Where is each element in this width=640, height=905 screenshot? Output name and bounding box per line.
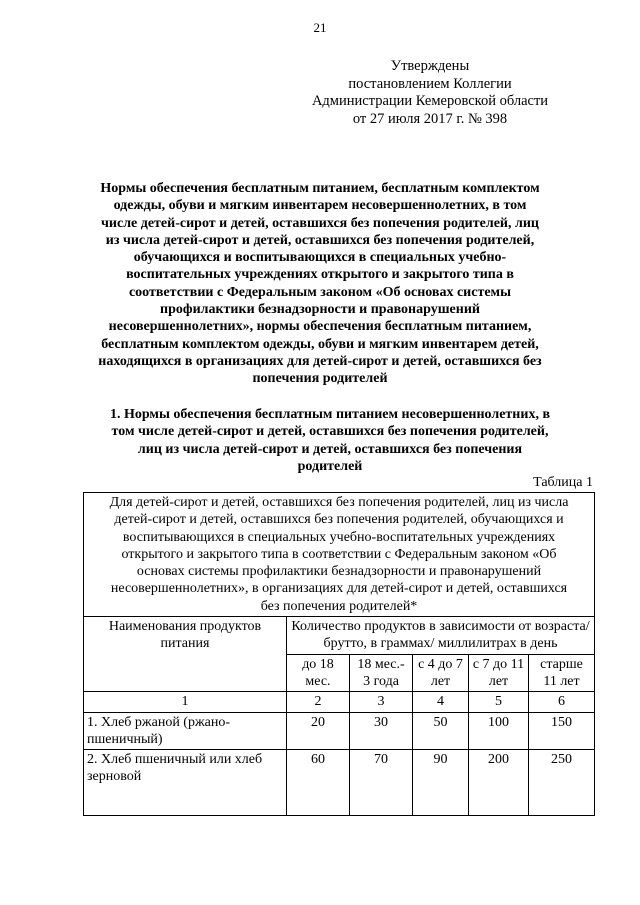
intro-line: детей-сирот и детей, оставшихся без попечения родителей, обучающихся и <box>114 512 564 528</box>
age-group-header: до 18 мес. <box>287 654 350 692</box>
title-line: одежды, обуви и мягким инвентарем несовершеннолетних, в том <box>113 198 527 214</box>
approval-line: постановлением Коллегии <box>348 75 512 92</box>
quantity-cell: 70 <box>350 750 413 816</box>
approval-stamp <box>300 58 560 128</box>
product-name: 2. Хлеб пшеничный или хлеб зерновой <box>84 750 287 816</box>
column-number: 1 <box>84 692 287 712</box>
quantity-cell: 200 <box>469 750 529 816</box>
quantity-cell: 60 <box>287 750 350 816</box>
table-row <box>84 750 595 816</box>
page-number: 21 <box>313 20 327 35</box>
title-line: попечения родителей <box>252 371 388 387</box>
document-title <box>80 180 560 388</box>
section-title <box>80 406 580 475</box>
header-product-name: Наименования продуктов питания <box>84 617 287 692</box>
table-intro <box>84 493 595 617</box>
title-line: находящихся в организациях для детей-сирот и детей, оставшихся без <box>98 353 542 369</box>
section-title-line: лиц из числа детей-сирот и детей, оставшихся без попечения <box>137 441 523 457</box>
product-name: 1. Хлеб ржаной (ржано-пшеничный) <box>84 712 287 750</box>
quantity-cell: 20 <box>287 712 350 750</box>
quantity-cell: 90 <box>413 750 469 816</box>
quantity-cell: 250 <box>529 750 595 816</box>
intro-line: открытого и закрытого типа в соответствии с Федеральным законом «Об <box>121 546 557 562</box>
intro-line: воспитывающихся в специальных учебно-воспитательных учреждениях <box>122 529 556 545</box>
intro-line: без попечения родителей* <box>260 598 418 614</box>
column-number: 3 <box>350 692 413 712</box>
column-number: 2 <box>287 692 350 712</box>
food-norms-table <box>83 492 595 816</box>
title-line: профилактики безнадзорности и правонарушений <box>160 302 480 318</box>
approval-line: Администрации Кемеровской области <box>311 93 549 109</box>
title-line: соответствии с Федеральным законом «Об основах системы <box>128 284 512 300</box>
section-title-line: том числе детей-сирот и детей, оставшихся без попечения родителей, <box>111 424 549 440</box>
age-group-header: с 4 до 7 лет <box>413 654 469 692</box>
title-line: обучающихся и воспитывающихся в специальных учебно- <box>133 250 507 266</box>
column-number: 5 <box>469 692 529 712</box>
quantity-cell: 30 <box>350 712 413 750</box>
table-label: Таблица 1 <box>533 475 593 490</box>
quantity-cell: 100 <box>469 712 529 750</box>
title-line: бесплатным комплектом одежды, обуви и мягким инвентарем детей, <box>101 336 539 352</box>
quantity-cell: 50 <box>413 712 469 750</box>
title-line: Нормы обеспечения бесплатным питанием, бесплатным комплектом <box>100 181 540 196</box>
title-line: воспитательных учреждениях открытого и закрытого типа в <box>126 267 514 283</box>
quantity-cell: 150 <box>529 712 595 750</box>
approval-line: Утверждены <box>390 58 470 74</box>
table-row <box>84 712 595 750</box>
intro-line: основах системы профилактики безнадзорности и правонарушений <box>136 564 542 580</box>
column-number: 6 <box>529 692 595 712</box>
title-line: числе детей-сирот и детей, оставшихся без попечения родителей, лиц <box>101 215 539 231</box>
age-group-header: 18 мес.- 3 года <box>350 654 413 692</box>
header-quantity: Количество продуктов в зависимости от возраста/ брутто, в граммах/ миллилитрах в день <box>287 617 595 655</box>
age-group-header: с 7 до 11 лет <box>469 654 529 692</box>
column-number: 4 <box>413 692 469 712</box>
title-line: из числа детей-сирот и детей, оставшихся без попечения родителей, <box>105 232 535 248</box>
approval-line: от 27 июля 2017 г. № 398 <box>352 110 508 127</box>
title-line: несовершеннолетних», нормы обеспечения бесплатным питанием, <box>108 319 532 335</box>
section-title-line: родителей <box>297 458 363 474</box>
section-title-line: 1. Нормы обеспечения бесплатным питанием несовершеннолетних, в <box>109 407 551 422</box>
age-group-header: старше 11 лет <box>529 654 595 692</box>
intro-line: Для детей-сирот и детей, оставшихся без попечения родителей, лиц из числа <box>109 495 569 510</box>
intro-line: несовершеннолетних», в организациях для детей-сирот и детей, оставшихся <box>110 581 568 597</box>
